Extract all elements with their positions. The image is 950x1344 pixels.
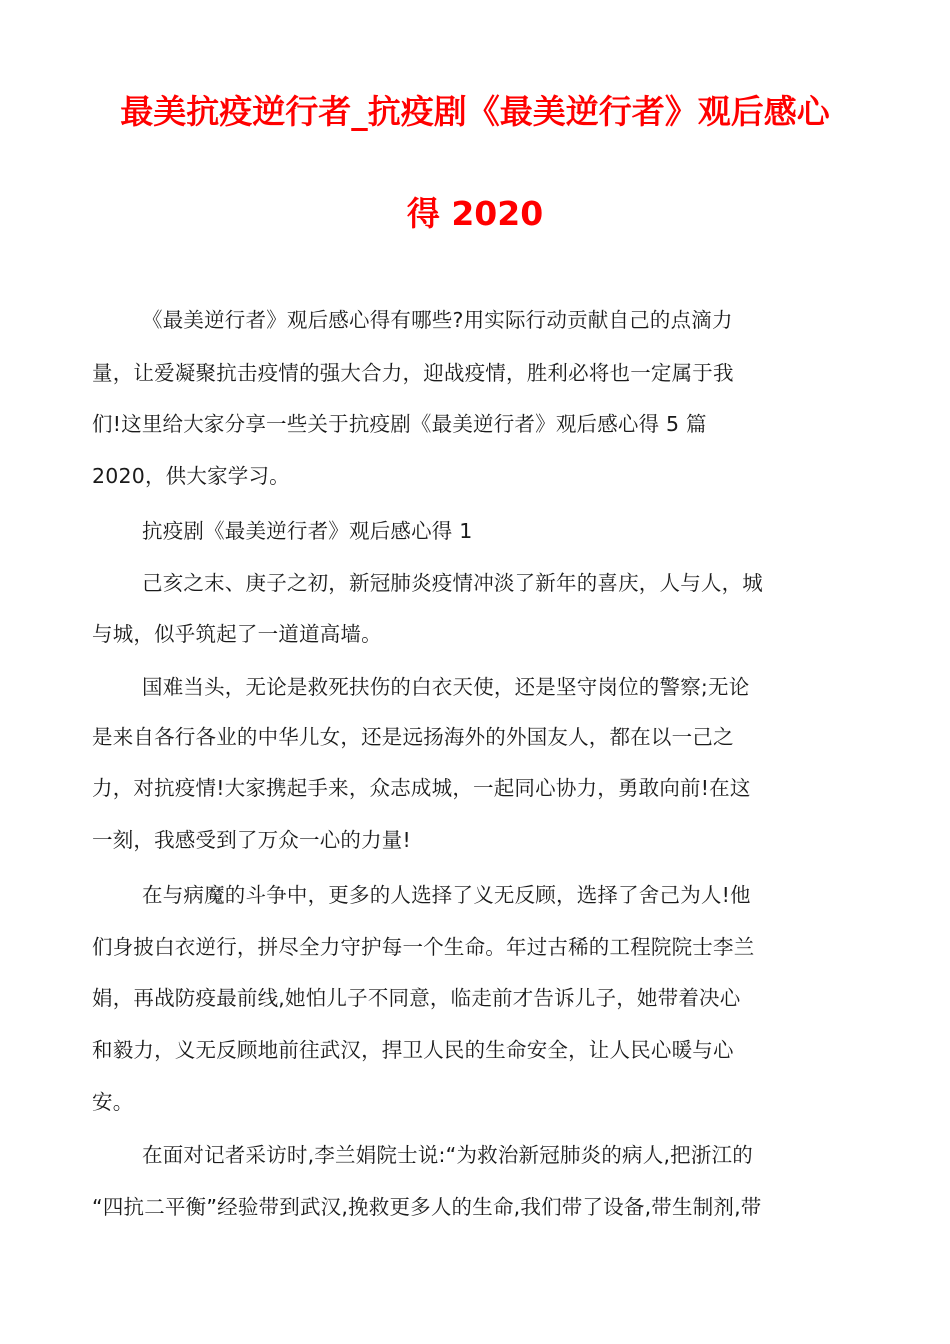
- intro-line-2: 量，让爱凝聚抗击疫情的强大合力，迎战疫情，胜利必将也一定属于我: [92, 361, 734, 385]
- document-title-line-2: 得 2020: [406, 194, 544, 233]
- paragraph-2-line-3: 力，对抗疫情!大家携起手来，众志成城，一起同心协力，勇敢向前!在这: [92, 776, 751, 800]
- intro-line-3: 们!这里给大家分享一些关于抗疫剧《最美逆行者》观后感心得 5 篇: [92, 412, 707, 436]
- intro-line-1: 《最美逆行者》观后感心得有哪些?用实际行动贡献自己的点滴力: [142, 308, 733, 332]
- paragraph-4-line-1: 在面对记者采访时,李兰娟院士说:“为救治新冠肺炎的病人,把浙江的: [142, 1143, 753, 1167]
- paragraph-2-line-4: 一刻，我感受到了万众一心的力量!: [92, 828, 411, 852]
- paragraph-4-line-2: “四抗二平衡”经验带到武汉,挽救更多人的生命,我们带了设备,带生制剂,带: [92, 1195, 762, 1219]
- paragraph-1-line-1: 己亥之末、庚子之初，新冠肺炎疫情冲淡了新年的喜庆，人与人，城: [142, 571, 763, 595]
- paragraph-3-line-5: 安。: [92, 1090, 134, 1114]
- paragraph-3-line-4: 和毅力，义无反顾地前往武汉，捍卫人民的生命安全，让人民心暖与心: [92, 1038, 734, 1062]
- section-heading-1: 抗疫剧《最美逆行者》观后感心得 1: [142, 519, 473, 543]
- paragraph-3-line-3: 娟，再战防疫最前线,她怕儿子不同意，临走前才告诉儿子，她带着决心: [92, 986, 741, 1010]
- paragraph-1-line-2: 与城，似乎筑起了一道道高墙。: [92, 622, 382, 646]
- paragraph-3-line-2: 们身披白衣逆行，拼尽全力守护每一个生命。年过古稀的工程院院士李兰: [92, 935, 755, 959]
- document-title-line-1: 最美抗疫逆行者_抗疫剧《最美逆行者》观后感心: [120, 92, 830, 131]
- paragraph-2-line-1: 国难当头，无论是救死扶伤的白衣天使，还是坚守岗位的警察;无论: [142, 675, 750, 699]
- paragraph-3-line-1: 在与病魔的斗争中，更多的人选择了义无反顾，选择了舍己为人!他: [142, 883, 751, 907]
- intro-line-4: 2020，供大家学习。: [92, 464, 290, 488]
- paragraph-2-line-2: 是来自各行各业的中华儿女，还是远扬海外的外国友人，都在以一己之: [92, 725, 734, 749]
